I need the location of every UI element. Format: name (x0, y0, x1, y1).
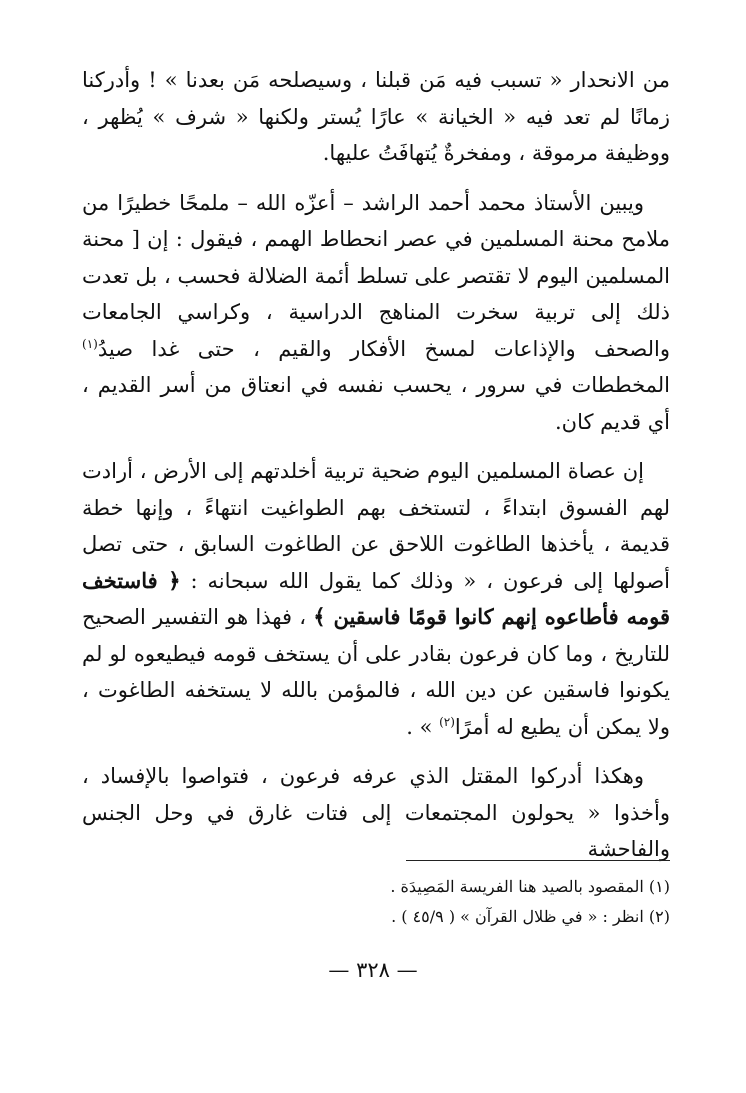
footnote-2-text: انظر : « في ظلال القرآن » ( ٤٥/٩ ) . (391, 907, 644, 926)
footnote-2-number: (٢) (648, 907, 670, 926)
footnote-1-text: المقصود بالصيد هنا الفريسة المَصِيدَة . (390, 877, 644, 896)
footnotes (110, 872, 670, 932)
paragraph-3-text-a: إن عصاة المسلمين اليوم ضحية تربية أخلدتهم إلى الأرض ، أرادت لهم الفسوق ابتداءً ، لتستخف بهم الطواغيت انتهاءً ، وإنها خطة قديمة ، يأخذها الطاغوت اللاحق عن الطاغوت السابق ، حتى تصل أصولها إلى فرعون ، « وذلك كما يقول الله سبحانه : (82, 459, 671, 593)
paragraph-2-text-b: المخططات في سرور ، يحسب نفسه في انعتاق من أسر القديم ، أي قديم كان. (82, 373, 670, 434)
quran-verse: ﴿ فاستخف قومه فأطاعوه إنهم كانوا قومًا فاسقين ﴾ (82, 567, 670, 629)
paragraph-2-text-a: ويبين الأستاذ محمد أحمد الراشد – أعزّه الله – ملمحًا خطيرًا من ملامح محنة المسلمين في عصر انحطاط الهمم ، فيقول : إن [ محنة المسلمين اليوم لا تقتصر على تسلط أئمة الضلالة فحسب ، بل تعدت ذلك إلى تربية سخرت المناهج الدراسية ، وكراسي الجامعات والصحف والإذاعات لمسخ الأفكار والقيم ، حتى غدا صيدُ (82, 190, 670, 361)
footnote-divider (406, 860, 670, 861)
footnote-1-number: (١) (648, 877, 670, 896)
paragraph-3-text-c: » . (406, 714, 440, 739)
page-number: — ٣٢٨ — (328, 958, 418, 982)
main-text (82, 62, 670, 868)
paragraph-4 (82, 758, 670, 868)
paragraph-1-text: من الانحدار « تسبب فيه مَن قبلنا ، وسيصلحه مَن بعدنا » ! وأدركنا زمانًا لم تعد فيه « الخيانة » عارًا يُستر ولكنها « شرف » يُظهر ، ووظيفة مرموقة ، ومفخرةٌ يُتهافَتُ عليها. (82, 68, 670, 165)
footnote-1 (110, 872, 670, 902)
paragraph-3 (82, 453, 670, 745)
paragraph-1 (82, 62, 670, 172)
paragraph-2 (82, 185, 670, 441)
footnote-ref-2: (٢) (439, 714, 455, 729)
footnote-2 (110, 902, 670, 932)
footnote-ref-1: (١) (82, 336, 98, 351)
paragraph-4-text: وهكذا أدركوا المقتل الذي عرفه فرعون ، فتواصوا بالإفساد ، وأخذوا « يحولون المجتمعات إلى فتات غارق في وحل الجنس والفاحشة (82, 764, 670, 861)
paragraph-3-text-b: ، فهذا هو التفسير الصحيح للتاريخ ، وما كان فرعون بقادر على أن يستخف قومه فيطيعوه لو لم يكونوا فاسقين عن دين الله ، فالمؤمن بالله لا يستخفه الطاغوت ، ولا يمكن أن يطيع له أمرًا (82, 605, 670, 739)
